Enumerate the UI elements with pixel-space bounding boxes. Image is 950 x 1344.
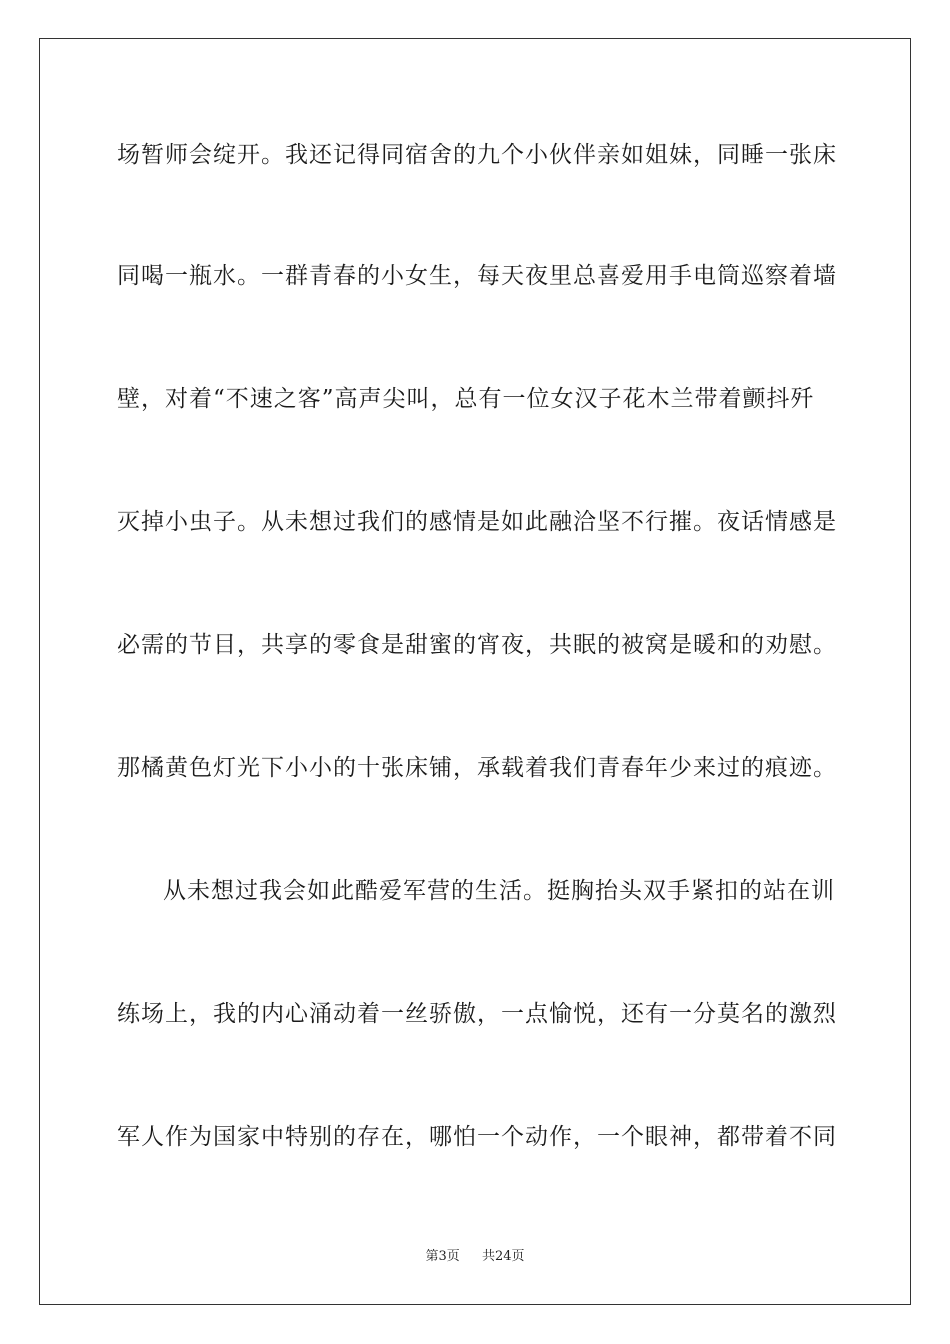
text-line-3: 壁，对着“不速之客”高声尖叫，总有一位女汉子花木兰带着颤抖歼: [117, 386, 815, 412]
text-line-6: 那橘黄色灯光下小小的十张床铺，承载着我们青春年少来过的痕迹。: [117, 755, 837, 781]
text-line-2: 同喝一瓶水。一群青春的小女生，每天夜里总喜爱用手电筒巡察着墙: [117, 263, 837, 289]
text-line-8: 练场上，我的内心涌动着一丝骄傲，一点愉悦，还有一分莫名的激烈: [117, 1001, 837, 1027]
text-line-4: 灭掉小虫子。从未想过我们的感情是如此融洽坚不行摧。夜话情感是: [117, 509, 837, 535]
page-number: 第3页: [425, 1249, 460, 1264]
page-total: 共24页: [482, 1249, 525, 1264]
text-line-5: 必需的节目，共享的零食是甜蜜的宵夜，共眠的被窝是暖和的劝慰。: [117, 632, 837, 658]
text-line-7: 从未想过我会如此酷爱军营的生活。挺胸抬头双手紧扣的站在训: [163, 878, 835, 904]
page-border: [39, 38, 911, 1305]
text-line-9: 军人作为国家中特别的存在，哪怕一个动作，一个眼神，都带着不同: [117, 1124, 837, 1150]
page-footer: [0, 1249, 950, 1265]
text-line-1: 场暂师会绽开。我还记得同宿舍的九个小伙伴亲如姐妹，同睡一张床: [117, 142, 837, 168]
